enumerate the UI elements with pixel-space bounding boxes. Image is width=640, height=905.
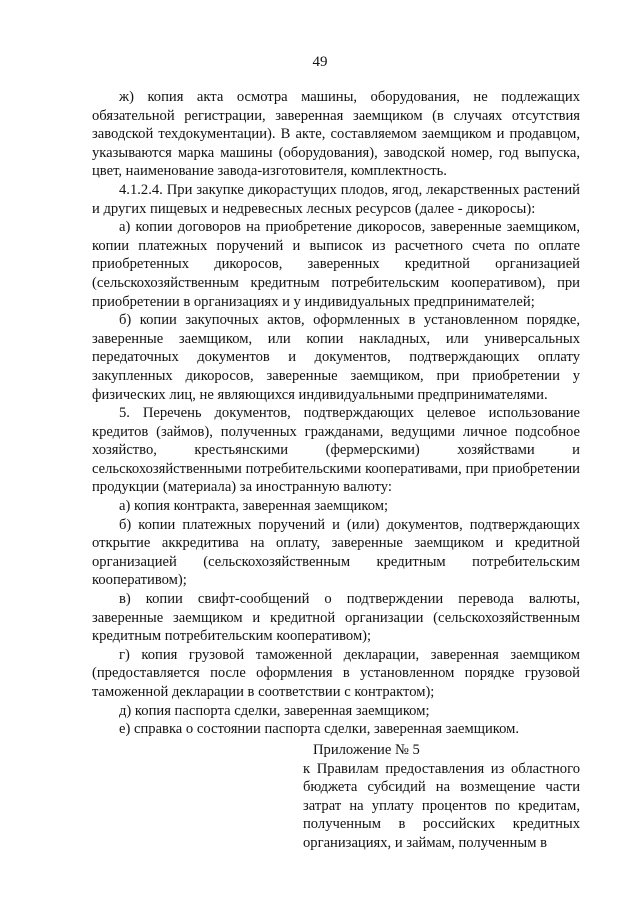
paragraph-5-list: 5. Перечень документов, подтверждающих целевое использование кредитов (займов), полученных гражданами, ведущими личное подсобное хозяйство, крестьянскими (фермерскими) хозяйствами и сельскохозяйственными потребительскими кооперативами, при приобретении продукции (материала) за иностранную валюту:: [92, 405, 580, 496]
list-item-v: в) копии свифт-сообщений о подтверждении перевода валюты, заверенные заемщиком и кредитной организации (сельскохозяйственным кредитным потребительским кооперативом);: [92, 591, 580, 645]
appendix-title: Приложение № 5: [313, 742, 420, 758]
paragraph-zh: ж) копия акта осмотра машины, оборудования, не подлежащих обязательной регистрации, заверенная заемщиком (в случаях отсутствия заводской техдокументации). В акте, составляемом заемщиком и продавцом, указываются марка машины (оборудования), заводской номер, год выпуска, цвет, наименование завода-изготовителя, комплектность.: [92, 89, 580, 180]
list-item-d: д) копия паспорта сделки, заверенная заемщиком;: [119, 702, 430, 719]
list-item-b: б) копии платежных поручений и (или) документов, подтверждающих открытие аккредитива на оплату, заверенные заемщиком и кредитной организацией (сельскохозяйственным кредитным потребительским кооперативом);: [92, 516, 580, 589]
list-item-g: г) копия грузовой таможенной декларации, заверенная заемщиком (предоставляется после оформления в установленном порядке грузовой таможенной декларации в соответствии с контрактом);: [92, 646, 580, 700]
appendix-description: к Правилам предоставления из областного бюджета субсидий на возмещение части затрат на уплату процентов по кредитам, полученным в российских кредитных организациях, и займам, полученным в: [303, 760, 580, 851]
list-item-e: е) справка о состоянии паспорта сделки, заверенная заемщиком.: [119, 721, 520, 738]
list-item-a: а) копия контракта, заверенная заемщиком;: [119, 498, 389, 515]
paragraph-4-1-2-4: 4.1.2.4. При закупке дикорастущих плодов, ягод, лекарственных растений и других пищевых и недревесных лесных ресурсов (далее - дикоросы):: [92, 181, 580, 217]
document-body: [92, 88, 580, 739]
appendix-block: [303, 741, 580, 853]
page-number: 49: [312, 54, 328, 70]
paragraph-b-acts: б) копии закупочных актов, оформленных в установленном порядке, заверенные заемщиком, или копии накладных, или универсальных передаточных документов и документов, подтверждающих оплату закупленных дикоросов, заверенные заемщиком, при приобретении у физических лиц, не являющихся индивидуальными предпринимателями.: [92, 312, 580, 403]
paragraph-a-contracts: а) копии договоров на приобретение дикоросов, заверенные заемщиком, копии платежных поручений и выписок из расчетного счета по оплате приобретенных дикоросов, заверенных кредитной организацией (сельскохозяйственным кредитным потребительским кооперативом), при приобретении в организациях и у индивидуальных предпринимателей;: [92, 219, 580, 310]
